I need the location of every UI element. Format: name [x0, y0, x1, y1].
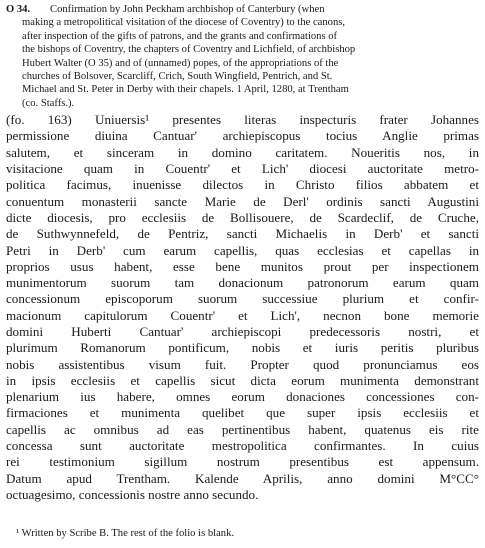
text-line: politica facimus, inuenisse dilectos in Christo filios abbatem et: [6, 177, 479, 193]
heading-line: [6, 3, 479, 16]
heading-line: the bishops of Coventry, the chapters of Coventry and Lichfield, of archbishop: [22, 44, 356, 56]
text-line: salutem, et sinceram in domino caritatem. Noueritis nos, in: [6, 144, 479, 160]
heading-text: Confirmation by John Peckham archbishop of Canterbury (when: [50, 4, 325, 15]
text-line: Datum apud Trentham. Kalende Aprilis, anno domini M°CC°: [6, 470, 479, 486]
text-line: domini Huberti Cantuar' archiepiscopi predecessoris nostri, et: [6, 323, 479, 339]
text-line: proprios usus habent, esse bene munitos prout per inspectionem: [6, 258, 479, 274]
heading-line: (co. Staffs.).: [22, 97, 75, 109]
text-line-content: Uniuersis¹ presentes literas inspecturis frater Johannes: [95, 112, 479, 128]
text-line: plenarium ius habere, omnes eorum donaciones concessiones con-: [6, 389, 479, 405]
text-line: plurimum Romanorum pontificum, nobis et iuris peritis pluribus: [6, 340, 479, 356]
text-line: de Suthwynnefeld, de Pentriz, sancti Michaelis in Derb' et sancti: [6, 226, 479, 242]
text-line: macionum capitulorum Couentr' et Lich', necnon bone memorie: [6, 307, 479, 323]
text-line: Petri in Derb' cum earum capellis, quas ecclesias et capellas in: [6, 242, 479, 258]
document-heading: [6, 3, 479, 110]
text-line: capellis ac omnibus ad eas pertinentibus habent, quatenus eis rite: [6, 421, 479, 437]
text-line: visitacione quam in Couentr' et Lich' diocesi auctoritate metro-: [6, 161, 479, 177]
text-line: concessionum episcoporum suorum successiue plurium et confir-: [6, 291, 479, 307]
text-line: munimentorum suorum tam donacionum patronorum earum quam: [6, 275, 479, 291]
heading-line: churches of Bolsover, Scarcliff, Crich, South Wingfield, Pentrich, and St.: [22, 70, 333, 82]
document-body: [6, 112, 479, 503]
text-line: nobis assistentibus visum fuit. Propter quod pronunciamus eos: [6, 356, 479, 372]
heading-line: Michael and St. Peter in Derby with their chapels. 1 April, 1280, at Trentham: [22, 84, 349, 96]
document-id: O 34.: [6, 4, 31, 15]
heading-line: Hubert Walter (O 35) and of (unnamed) popes, of the appropriations of the: [22, 57, 339, 69]
text-line: concessa sunt auctoritate mestropolitica confirmantes. In cuius: [6, 438, 479, 454]
text-line: rei testimonium sigillum nostrum presentibus est appensum.: [6, 454, 479, 470]
text-line: dicte diocesis, pro ecclesiis de Bollisouere, de Scardeclif, de Cruche,: [6, 209, 479, 225]
heading-line: making a metropolitical visitation of the diocese of Coventry) to the canons,: [22, 17, 346, 29]
text-line: octuagesimo, concessionis nostre anno secundo.: [6, 486, 259, 502]
text-line: in ipsis ecclesiis et capellis sicut dicta eorum munimenta demonstrant: [6, 372, 479, 388]
folio-reference: (fo. 163): [6, 112, 72, 128]
text-line: firmaciones et munimenta quelibet que super ipsis ecclesiis et: [6, 405, 479, 421]
footnote: ¹ Written by Scribe B. The rest of the folio is blank.: [16, 528, 235, 539]
text-line: conuentum monasterii sancte Marie de Derl' ordinis sancti Augustini: [6, 193, 479, 209]
text-line: [6, 112, 479, 128]
text-line: permissione diuina Cantuar' archiepiscopus tocius Anglie primas: [6, 128, 479, 144]
heading-line: after inspection of the gifts of patrons, and the grants and confirmations of: [22, 30, 338, 42]
